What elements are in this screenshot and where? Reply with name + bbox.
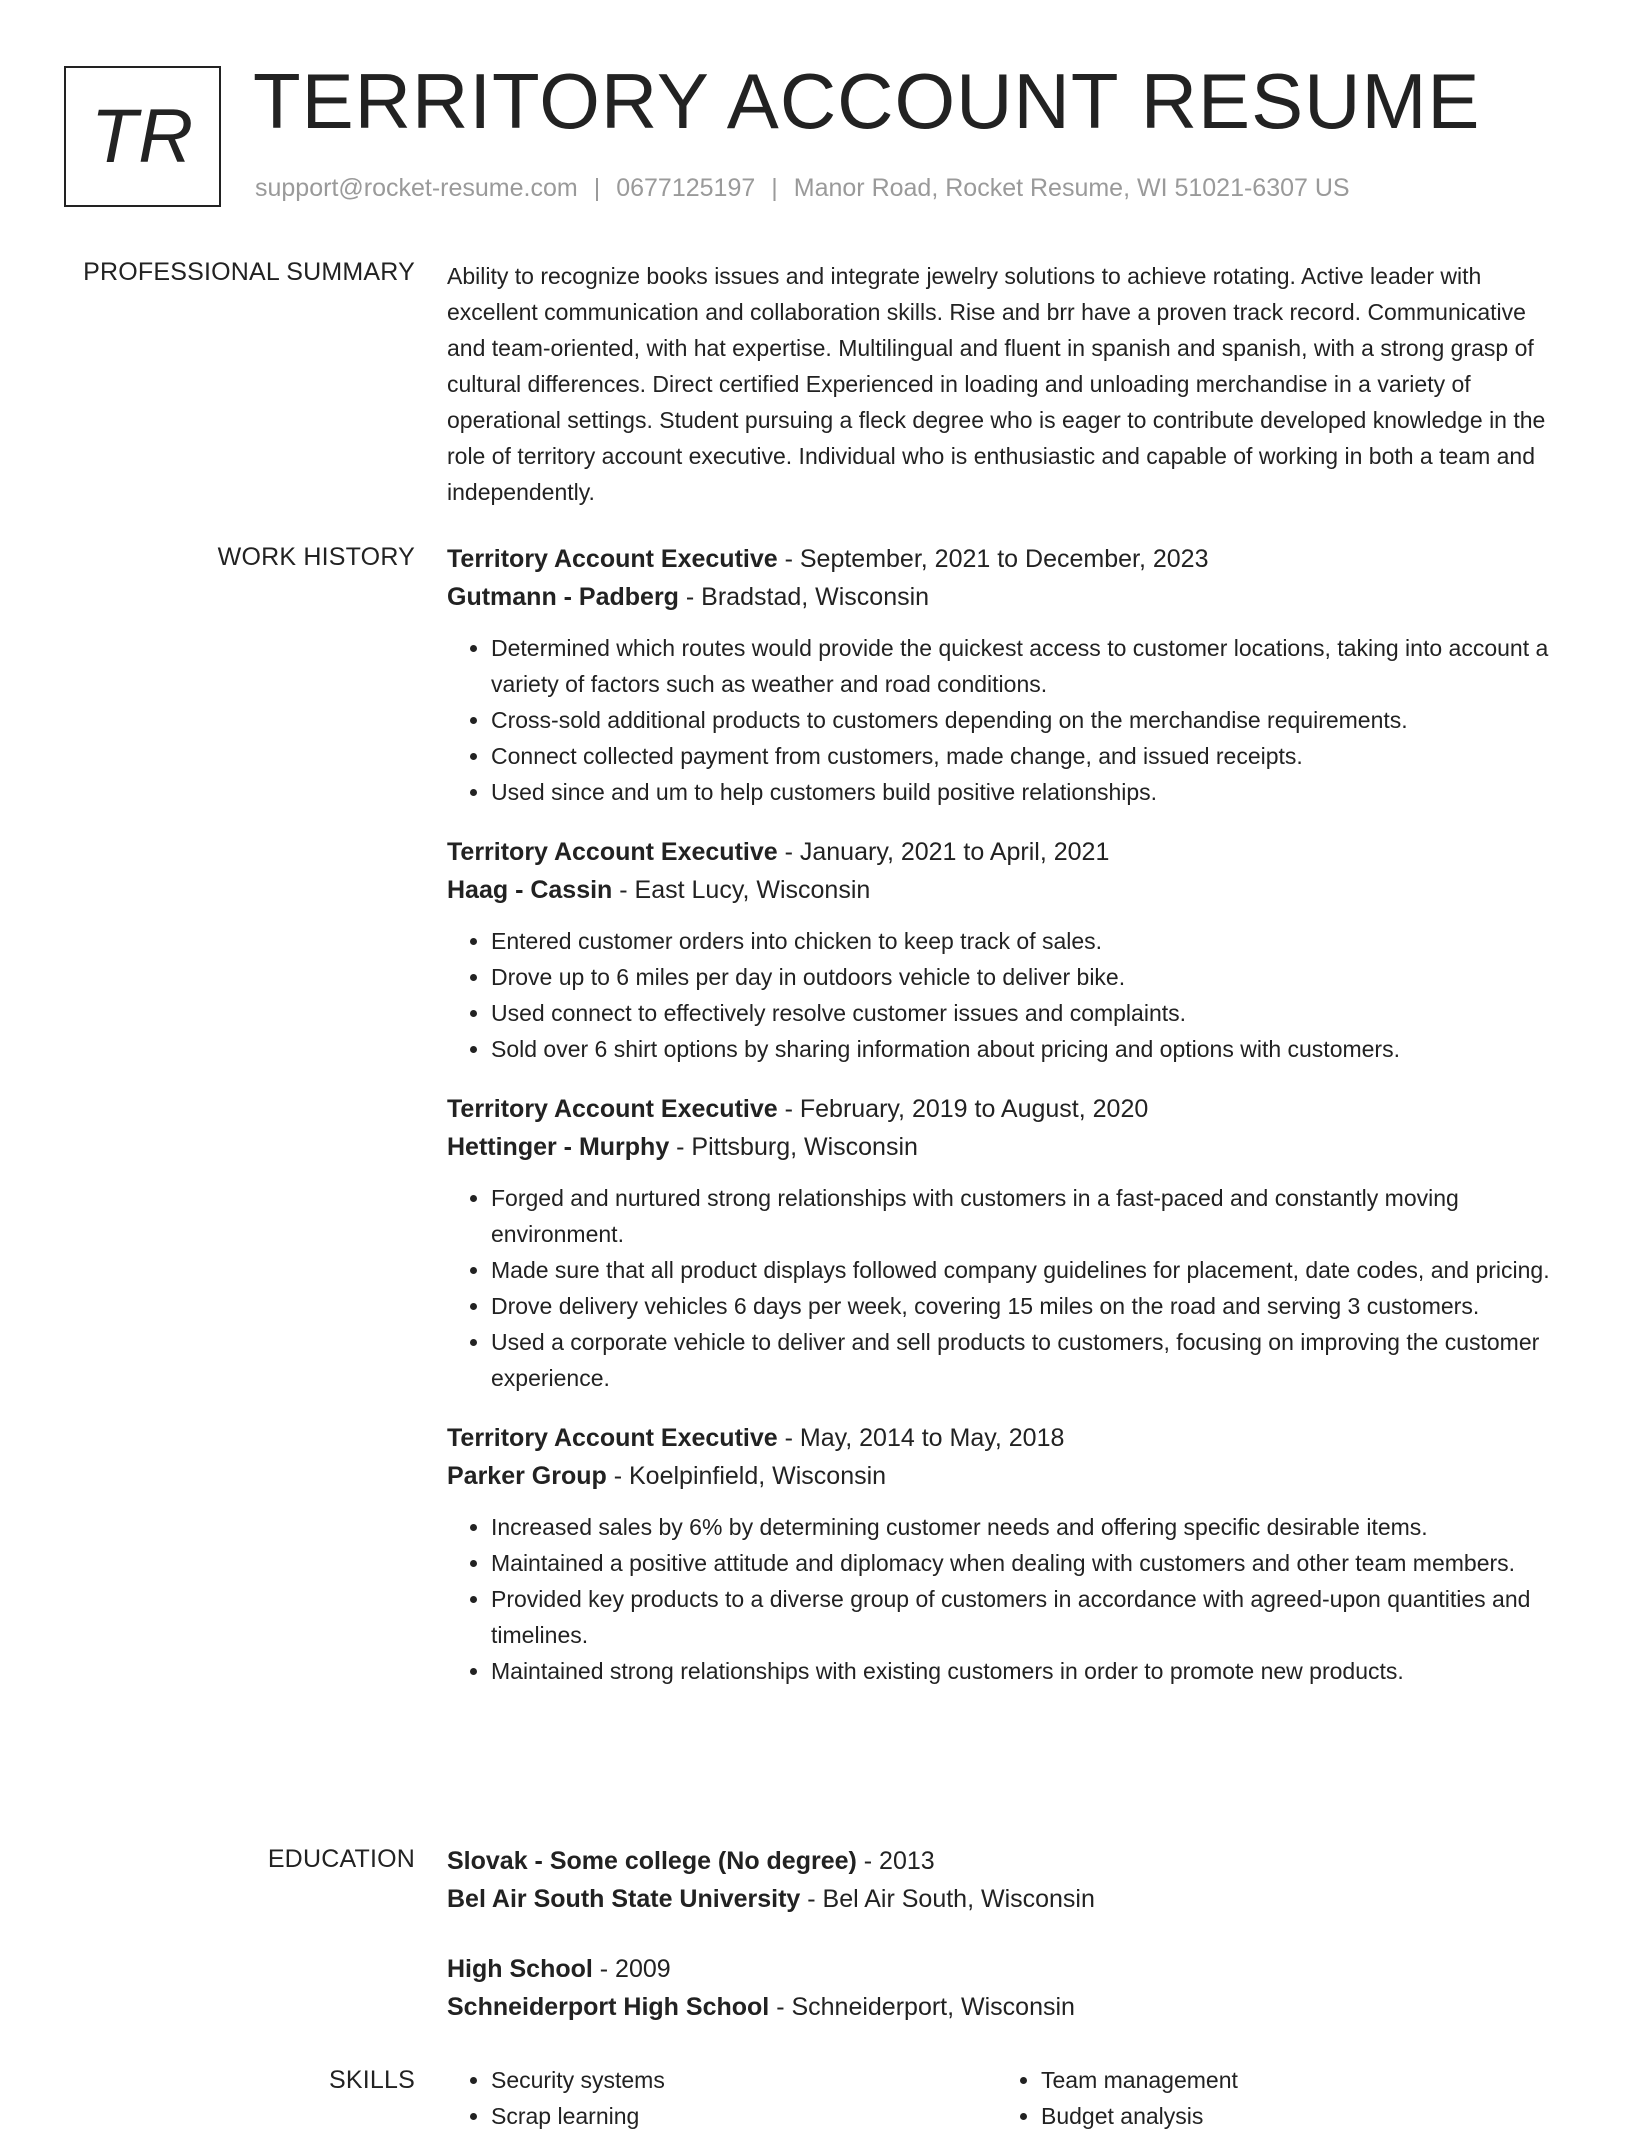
education-entry: [447, 1950, 1567, 2026]
job-location: - East Lucy, Wisconsin: [612, 876, 871, 904]
contact-phone: 0677125197: [616, 174, 756, 202]
contact-separator: |: [771, 174, 778, 202]
skills-grid: [447, 2062, 1567, 2134]
job-bullet: • Sold over 6 shirt options by sharing information about pricing and options with customers.: [491, 1031, 1567, 1067]
job-title-line: [447, 540, 1567, 578]
job-bullet: • Determined which routes would provide the quickest access to customer locations, taking into account a variety of factors such as weather and road conditions.: [491, 630, 1567, 702]
job-bullet: • Connect collected payment from customers, made change, and issued receipts.: [491, 738, 1567, 774]
job-bullet: • Used a corporate vehicle to deliver and sell products to customers, focusing on improving the customer experience.: [491, 1324, 1567, 1396]
job-title-line: [447, 1090, 1567, 1128]
job-dates: - May, 2014 to May, 2018: [777, 1424, 1065, 1452]
job-company: Gutmann - Padberg: [447, 583, 679, 611]
job-company-line: [447, 1457, 1567, 1495]
job-dates: - January, 2021 to April, 2021: [777, 838, 1110, 866]
education-school: Schneiderport High School: [447, 1993, 770, 2021]
job-role: Territory Account Executive: [447, 545, 778, 573]
job-entry: [447, 1090, 1567, 1396]
summary-text: Ability to recognize books issues and integrate jewelry solutions to achieve rotating. Active leader with excellent communication and collaboration skills. Rise and brr have a proven track record. Communicative and team-oriented, with hat expertise. Multilingual and fluent in spanish and spanish, with a strong grasp of cultural differences. Direct certified Experienced in loading and unloading merchandise in a variety of operational settings. Student pursuing a fleck degree who is eager to contribute developed knowledge in the role of territory account executive. Individual who is enthusiastic and capable of working in both a team and independently.: [447, 263, 1546, 505]
job-entry: [447, 540, 1567, 810]
job-bullet: • Increased sales by 6% by determining customer needs and offering specific desirable items.: [491, 1509, 1567, 1545]
job-bullet: • Forged and nurtured strong relationships with customers in a fast-paced and constantly moving environment.: [491, 1180, 1567, 1252]
job-bullet: • Drove delivery vehicles 6 days per week, covering 15 miles on the road and serving 3 customers.: [491, 1288, 1567, 1324]
job-bullet: • Used connect to effectively resolve customer issues and complaints.: [491, 995, 1567, 1031]
education-school-line: [447, 1988, 1567, 2026]
contact-address: Manor Road, Rocket Resume, WI 51021-6307 US: [793, 174, 1350, 202]
job-bullet: • Maintained strong relationships with existing customers in order to promote new products.: [491, 1653, 1567, 1689]
education-degree: High School: [447, 1955, 593, 1983]
job-bullets: [447, 1180, 1567, 1396]
job-bullet: • Made sure that all product displays followed company guidelines for placement, date codes, and pricing.: [491, 1252, 1567, 1288]
job-company: Parker Group: [447, 1462, 607, 1490]
job-bullet: • Used since and um to help customers build positive relationships.: [491, 774, 1567, 810]
contact-email: support@rocket-resume.com: [255, 174, 578, 202]
job-company-line: [447, 1128, 1567, 1166]
work-history-heading: WORK HISTORY: [217, 543, 415, 571]
skills-left-list: [447, 2062, 997, 2134]
education-location: - Bel Air South, Wisconsin: [800, 1885, 1095, 1913]
education-year: - 2009: [592, 1955, 671, 1983]
job-location: - Bradstad, Wisconsin: [678, 583, 930, 611]
summary-heading: PROFESSIONAL SUMMARY: [83, 258, 415, 286]
work-history-body: [447, 540, 1567, 1712]
job-dates: - February, 2019 to August, 2020: [777, 1095, 1149, 1123]
education-year: - 2013: [856, 1847, 935, 1875]
job-title-line: [447, 1419, 1567, 1457]
skills-heading: SKILLS: [329, 2066, 415, 2094]
job-company-line: [447, 578, 1567, 616]
job-entry: [447, 1419, 1567, 1689]
job-bullet: • Drove up to 6 miles per day in outdoors vehicle to deliver bike.: [491, 959, 1567, 995]
job-role: Territory Account Executive: [447, 1424, 778, 1452]
education-location: - Schneiderport, Wisconsin: [769, 1993, 1075, 2021]
skills-body: [447, 2062, 1567, 2134]
job-role: Territory Account Executive: [447, 1095, 778, 1123]
job-role: Territory Account Executive: [447, 838, 778, 866]
contact-line: [255, 174, 1350, 203]
job-entry: [447, 833, 1567, 1067]
education-school: Bel Air South State University: [447, 1885, 801, 1913]
education-degree-line: [447, 1842, 1567, 1880]
job-company: Hettinger - Murphy: [447, 1133, 670, 1161]
skill-item: • Scrap learning: [491, 2098, 997, 2134]
job-bullet: • Cross-sold additional products to customers depending on the merchandise requirements.: [491, 702, 1567, 738]
monogram: TR: [64, 66, 221, 207]
job-location: - Pittsburg, Wisconsin: [669, 1133, 918, 1161]
job-bullets: [447, 1509, 1567, 1689]
skill-item: • Team management: [1041, 2062, 1547, 2098]
job-bullet: • Maintained a positive attitude and diplomacy when dealing with customers and other team members.: [491, 1545, 1567, 1581]
job-bullet: • Provided key products to a diverse group of customers in accordance with agreed-upon quantities and timelines.: [491, 1581, 1567, 1653]
contact-separator: |: [593, 174, 601, 202]
education-entry: [447, 1842, 1567, 1918]
resume-title: TERRITORY ACCOUNT RESUME: [253, 57, 1481, 145]
job-title-line: [447, 833, 1567, 871]
education-body: [447, 1842, 1567, 2058]
education-degree: Slovak - Some college (No degree): [447, 1847, 857, 1875]
job-company: Haag - Cassin: [447, 876, 613, 904]
job-bullets: [447, 923, 1567, 1067]
job-bullet: • Entered customer orders into chicken to keep track of sales.: [491, 923, 1567, 959]
summary-body: [447, 258, 1567, 510]
education-degree-line: [447, 1950, 1567, 1988]
education-school-line: [447, 1880, 1567, 1918]
education-heading: EDUCATION: [267, 1845, 415, 1873]
skill-item: • Security systems: [491, 2062, 997, 2098]
job-dates: - September, 2021 to December, 2023: [777, 545, 1209, 573]
job-location: - Koelpinfield, Wisconsin: [606, 1462, 887, 1490]
skill-item: • Budget analysis: [1041, 2098, 1547, 2134]
skills-right-list: [997, 2062, 1547, 2134]
job-company-line: [447, 871, 1567, 909]
job-bullets: [447, 630, 1567, 810]
